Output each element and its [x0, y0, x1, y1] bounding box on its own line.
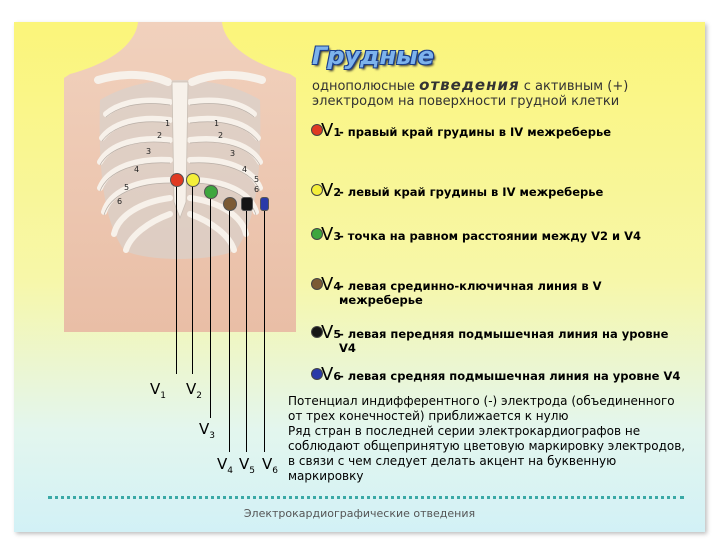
rib-number: 2 — [157, 131, 163, 140]
rib-number: 3 — [230, 149, 236, 158]
lead-description: - левая срединно-ключичная линия в V межреберье — [339, 279, 602, 307]
rib-number: 5 — [124, 183, 130, 192]
lead-line-v5 — [246, 208, 247, 452]
lead-line-v1 — [176, 184, 177, 374]
electrode-note — [288, 394, 690, 484]
electrode-v6 — [260, 197, 269, 211]
lead-label-v6: $V_6$ — [262, 455, 278, 476]
lead-label-v3: $V_3$ — [199, 420, 215, 441]
lead-line-v3 — [210, 196, 211, 418]
lead-description: - левый край грудины в IV межреберье — [339, 185, 604, 199]
slide: 1 2 3 4 5 6 1 2 3 4 5 6 $V_1$ $V_2$ $V_3$ $V_4$ $V_5$ $V_6$ Грудные однополюсные отведения с активным (+) электродом на поверхности грудной клетки V1 - правый край грудины в IV межреберье V2 - левый край грудины в IV межреберье V3 - точка на равном расстоянии между V2 и V4 V4 - левая срединно-ключичная линия в V межреберье V5 - левая передняя подмышечная линия на уровне V4 V6 - левая средняя подмышечная линия на уровне V4 Потенциал индифферентного (-) электрода (объединенного от трех конечностей) приближается к нулю Ряд стран в последней серии электрокардиографов не соблюдают общепринятую цветовую маркировку электродов, в связи с чем следует делать акцент на буквенную маркировку Электрокардиографические отведения — [14, 22, 705, 532]
slide-title: Грудные — [312, 42, 435, 70]
electrode-v2 — [186, 173, 200, 187]
rib-number: 6 — [117, 197, 123, 206]
lead-line-v2 — [192, 184, 193, 374]
rib-number: 4 — [242, 165, 248, 174]
electrode-v1 — [170, 173, 184, 187]
electrode-v5 — [241, 197, 253, 211]
note-paragraph: Потенциал индифферентного (-) электрода (объединенного от трех конечностей) приближается к нулю — [288, 394, 675, 423]
note-paragraph: Ряд стран в последней серии электрокардиографов не соблюдают общепринятую цветовую маркировку электродов, в связи с чем следует делать акцент на буквенную маркировку — [288, 424, 686, 483]
rib-number: 4 — [134, 165, 140, 174]
lead-label-v4: $V_4$ — [217, 455, 233, 476]
lead-line-v4 — [229, 208, 230, 452]
lead-line-v6 — [264, 208, 265, 452]
lead-description: - точка на равном расстоянии между V2 и V4 — [339, 229, 641, 243]
lead-label-v5: $V_5$ — [239, 455, 255, 476]
rib-number: 1 — [165, 119, 171, 128]
slide-footer: Электрокардиографические отведения — [243, 507, 476, 520]
slide-subtitle: однополюсные отведения с активным (+) электродом на поверхности грудной клетки — [312, 76, 629, 109]
electrode-v3 — [204, 185, 218, 199]
divider — [48, 496, 684, 499]
rib-number: 1 — [214, 119, 220, 128]
rib-number: 3 — [146, 147, 152, 156]
lead-description: - левая передняя подмышечная линия на уровне V4 — [339, 327, 669, 355]
electrode-v4 — [223, 197, 237, 211]
lead-description: - левая средняя подмышечная линия на уровне V4 — [339, 369, 681, 383]
lead-label-v1: $V_1$ — [150, 380, 166, 401]
rib-number: 2 — [218, 131, 224, 140]
sternum — [172, 82, 188, 218]
rib-number: 6 — [254, 185, 260, 194]
lead-label-v2: $V_2$ — [186, 380, 202, 401]
rib-number: 5 — [254, 175, 260, 184]
lead-description: - правый край грудины в IV межреберье — [339, 125, 612, 139]
